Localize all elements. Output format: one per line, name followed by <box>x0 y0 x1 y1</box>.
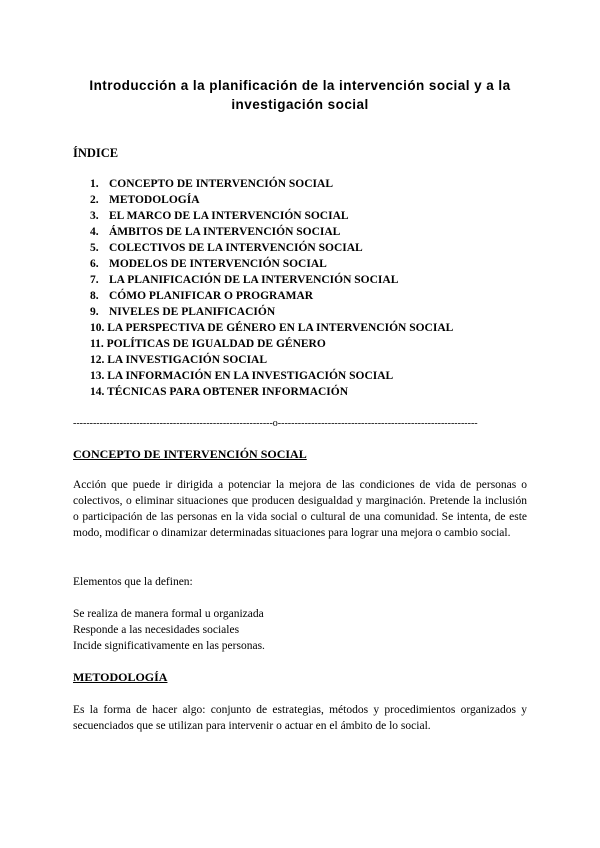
toc-item-label: NIVELES DE PLANIFICACIÓN <box>109 306 276 318</box>
toc-item-label: LA PLANIFICACIÓN DE LA INTERVENCIÓN SOCIAL <box>109 274 399 286</box>
metodologia-paragraph: Es la forma de hacer algo: conjunto de estrategias, métodos y procedimientos organizados y secuenciados que se utilizan para intervenir o actuar en el ámbito de lo social. <box>73 704 527 732</box>
toc-item-label: TÉCNICAS PARA OBTENER INFORMACIÓN <box>107 386 349 398</box>
toc-item-label: MODELOS DE INTERVENCIÓN SOCIAL <box>109 258 327 270</box>
toc-item[interactable]: 3. EL MARCO DE LA INTERVENCIÓN SOCIAL <box>90 210 349 222</box>
toc-item[interactable]: 14. TÉCNICAS PARA OBTENER INFORMACIÓN <box>90 386 349 398</box>
toc-item-label: CÓMO PLANIFICAR O PROGRAMAR <box>109 290 314 302</box>
element-item: Incide significativamente en las personas. <box>73 640 265 652</box>
toc-item[interactable]: 1. CONCEPTO DE INTERVENCIÓN SOCIAL <box>90 178 333 190</box>
section-divider: ------------------------------------------------------------o------------------------------------------------------------ <box>73 418 478 429</box>
toc-item-label: CONCEPTO DE INTERVENCIÓN SOCIAL <box>109 178 333 190</box>
toc-item-label: EL MARCO DE LA INTERVENCIÓN SOCIAL <box>109 210 349 222</box>
toc-item-label: ÁMBITOS DE LA INTERVENCIÓN SOCIAL <box>109 226 341 238</box>
toc-item[interactable]: 4. ÁMBITOS DE LA INTERVENCIÓN SOCIAL <box>90 226 341 238</box>
element-item: Se realiza de manera formal u organizada <box>73 608 264 620</box>
toc-item-label: LA INVESTIGACIÓN SOCIAL <box>107 354 268 366</box>
toc-item[interactable]: 5. COLECTIVOS DE LA INTERVENCIÓN SOCIAL <box>90 242 363 254</box>
toc-item[interactable]: 8. CÓMO PLANIFICAR O PROGRAMAR <box>90 290 314 302</box>
toc-item[interactable]: 13. LA INFORMACIÓN EN LA INVESTIGACIÓN SOCIAL <box>90 370 394 382</box>
toc-item-label: COLECTIVOS DE LA INTERVENCIÓN SOCIAL <box>109 242 363 254</box>
concepto-paragraph: Acción que puede ir dirigida a potenciar la mejora de las condiciones de vida de personas o colectivos, o eliminar situaciones que producen desigualdad y marginación. Pretende la inclusión o participación de las personas en la vida social o cultural de una comunidad. Se intenta, de este modo, modificar o dinamizar determinadas situaciones para lograr una mejora o cambio social. <box>73 479 527 539</box>
section-heading-metodologia: METODOLOGÍA <box>73 670 168 684</box>
table-of-contents <box>90 176 453 400</box>
toc-item[interactable]: 2. METODOLOGÍA <box>90 194 200 206</box>
toc-item-label: LA PERSPECTIVA DE GÉNERO EN LA INTERVENCIÓN SOCIAL <box>107 322 454 334</box>
element-item: Responde a las necesidades sociales <box>73 624 240 636</box>
toc-item[interactable]: 9. NIVELES DE PLANIFICACIÓN <box>90 306 276 318</box>
toc-item[interactable]: 11. POLÍTICAS DE IGUALDAD DE GÉNERO <box>90 338 326 350</box>
toc-item-label: METODOLOGÍA <box>109 194 200 206</box>
toc-item[interactable]: 12. LA INVESTIGACIÓN SOCIAL <box>90 354 268 366</box>
toc-item[interactable]: 7. LA PLANIFICACIÓN DE LA INTERVENCIÓN SOCIAL <box>90 274 399 286</box>
index-heading: ÍNDICE <box>73 146 119 160</box>
elements-intro: Elementos que la definen: <box>73 576 193 588</box>
document-title: Introducción a la planificación de la intervención social y a la investigación social <box>89 78 511 112</box>
toc-item-label: POLÍTICAS DE IGUALDAD DE GÉNERO <box>106 338 326 350</box>
section-heading-concepto: CONCEPTO DE INTERVENCIÓN SOCIAL <box>73 447 307 461</box>
toc-item[interactable]: 6. MODELOS DE INTERVENCIÓN SOCIAL <box>90 258 327 270</box>
toc-item[interactable]: 10. LA PERSPECTIVA DE GÉNERO EN LA INTERVENCIÓN SOCIAL <box>90 322 454 334</box>
toc-item-label: LA INFORMACIÓN EN LA INVESTIGACIÓN SOCIAL <box>107 370 394 382</box>
